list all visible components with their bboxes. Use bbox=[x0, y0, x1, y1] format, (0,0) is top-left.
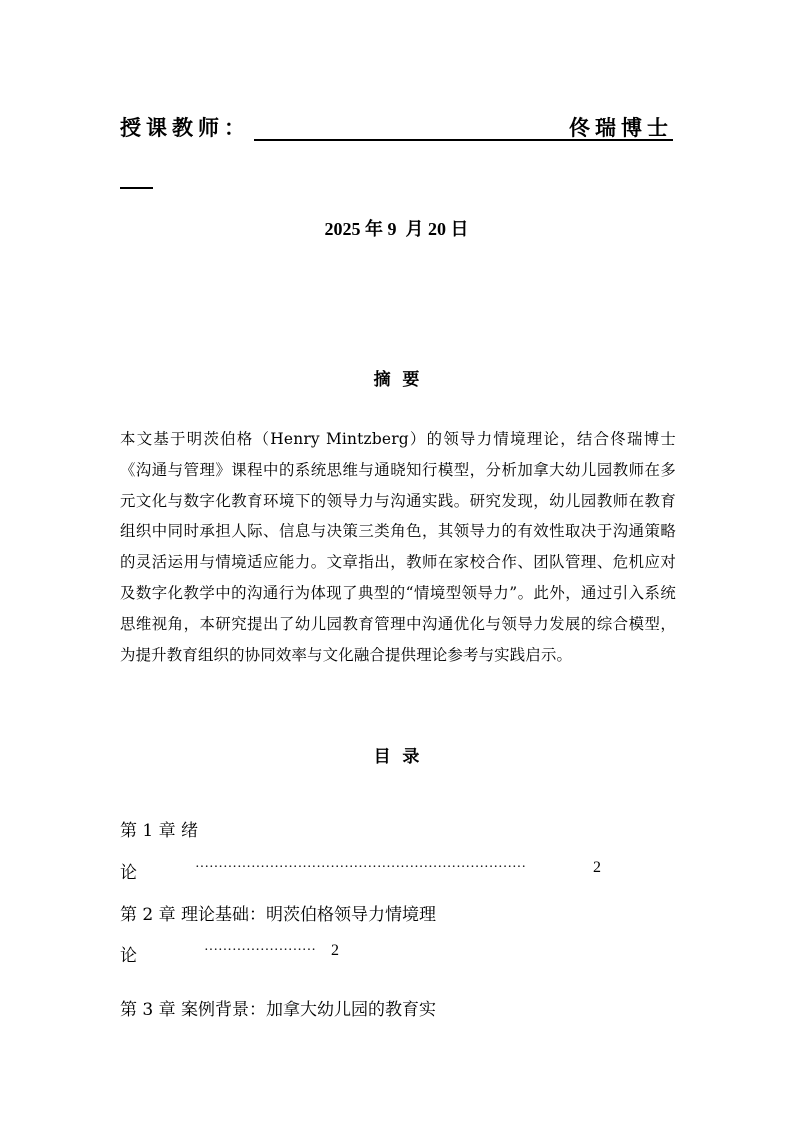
toc-entry-label: 第 1 章 绪 bbox=[120, 821, 199, 841]
toc-entry-3-title[interactable] bbox=[120, 995, 436, 1020]
teacher-row bbox=[120, 108, 673, 144]
toc-entry-label: 第 2 章 理论基础：明茨伯格领导力情境理 bbox=[120, 905, 437, 925]
toc-heading: 目 录 bbox=[373, 747, 420, 767]
toc-entry-1-title[interactable] bbox=[120, 816, 198, 841]
date: 2025 年 9 月 20 日 bbox=[324, 219, 469, 239]
toc-entry-label: 论 bbox=[120, 863, 137, 883]
toc-entry-2-title[interactable] bbox=[120, 900, 436, 925]
toc-entry-1-page[interactable] bbox=[120, 858, 601, 883]
toc-page-number: 2 bbox=[593, 859, 601, 876]
toc-leader-dots: ························ bbox=[204, 943, 316, 958]
teacher-name: 佟瑞博士 bbox=[569, 116, 673, 140]
abstract-heading: 摘 要 bbox=[373, 370, 420, 390]
teacher-label: 授课教师： bbox=[120, 116, 250, 140]
abstract-text: 本文基于明茨伯格（Henry Mintzberg）的领导力情境理论，结合佟瑞博士《沟通与管理》课程中的系统思维与通晓知行模型，分析加拿大幼儿园教师在多元文化与数字化教育环境下的领导力与沟通实践。研究发现，幼儿园教师在教育组织中同时承担人际、信息与决策三类角色，其领导力的有效性取决于沟通策略的灵活运用与情境适应能力。文章指出，教师在家校合作、团队管理、危机应对及数字化教学中的沟通行为体现了典型的“情境型领导力”。此外，通过引入系统思维视角，本研究提出了幼儿园教育管理中沟通优化与领导力发展的综合模型，为提升教育组织的协同效率与文化融合提供理论参考与实践启示。 bbox=[120, 430, 676, 664]
toc-entry-2-page[interactable] bbox=[120, 941, 339, 966]
toc-entry-label: 论 bbox=[120, 946, 137, 966]
toc-page-number: 2 bbox=[331, 942, 339, 959]
underline-continuation bbox=[120, 187, 153, 189]
toc-entry-label: 第 3 章 案例背景：加拿大幼儿园的教育实 bbox=[120, 1000, 437, 1020]
toc-leader-dots: ······································································· bbox=[195, 860, 527, 875]
